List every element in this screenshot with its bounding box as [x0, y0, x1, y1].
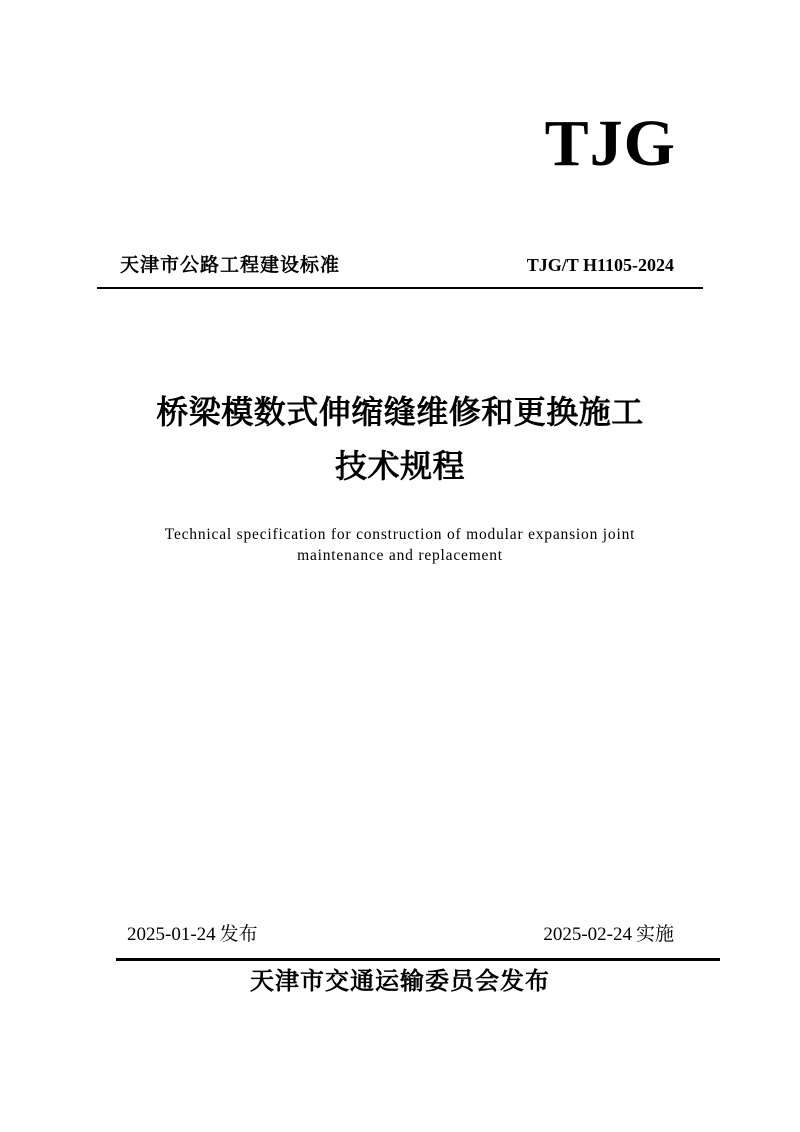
publisher: 天津市交通运输委员会发布: [250, 967, 550, 995]
standard-logo: TJG: [544, 107, 676, 180]
issue-date-block: [127, 920, 258, 949]
footer-divider: [116, 958, 720, 961]
document-title-line-2: 技术规程: [334, 447, 465, 485]
english-title-line-2: maintenance and replacement: [297, 547, 503, 564]
english-title-line-1: Technical specification for construction of modular expansion joint: [164, 526, 636, 543]
standard-series-name: 天津市公路工程建设标准: [120, 254, 341, 276]
document-title-line-1: 桥梁模数式伸缩缝维修和更换施工: [156, 393, 644, 431]
implement-date: 2025-02-24: [543, 924, 632, 945]
implement-label: 实施: [635, 923, 674, 945]
issue-date: 2025-01-24: [127, 924, 216, 945]
implement-date-block: [543, 920, 674, 949]
header-divider: [97, 287, 703, 289]
standard-code: TJG/T H1105-2024: [526, 255, 674, 275]
issue-label: 发布: [219, 923, 258, 945]
